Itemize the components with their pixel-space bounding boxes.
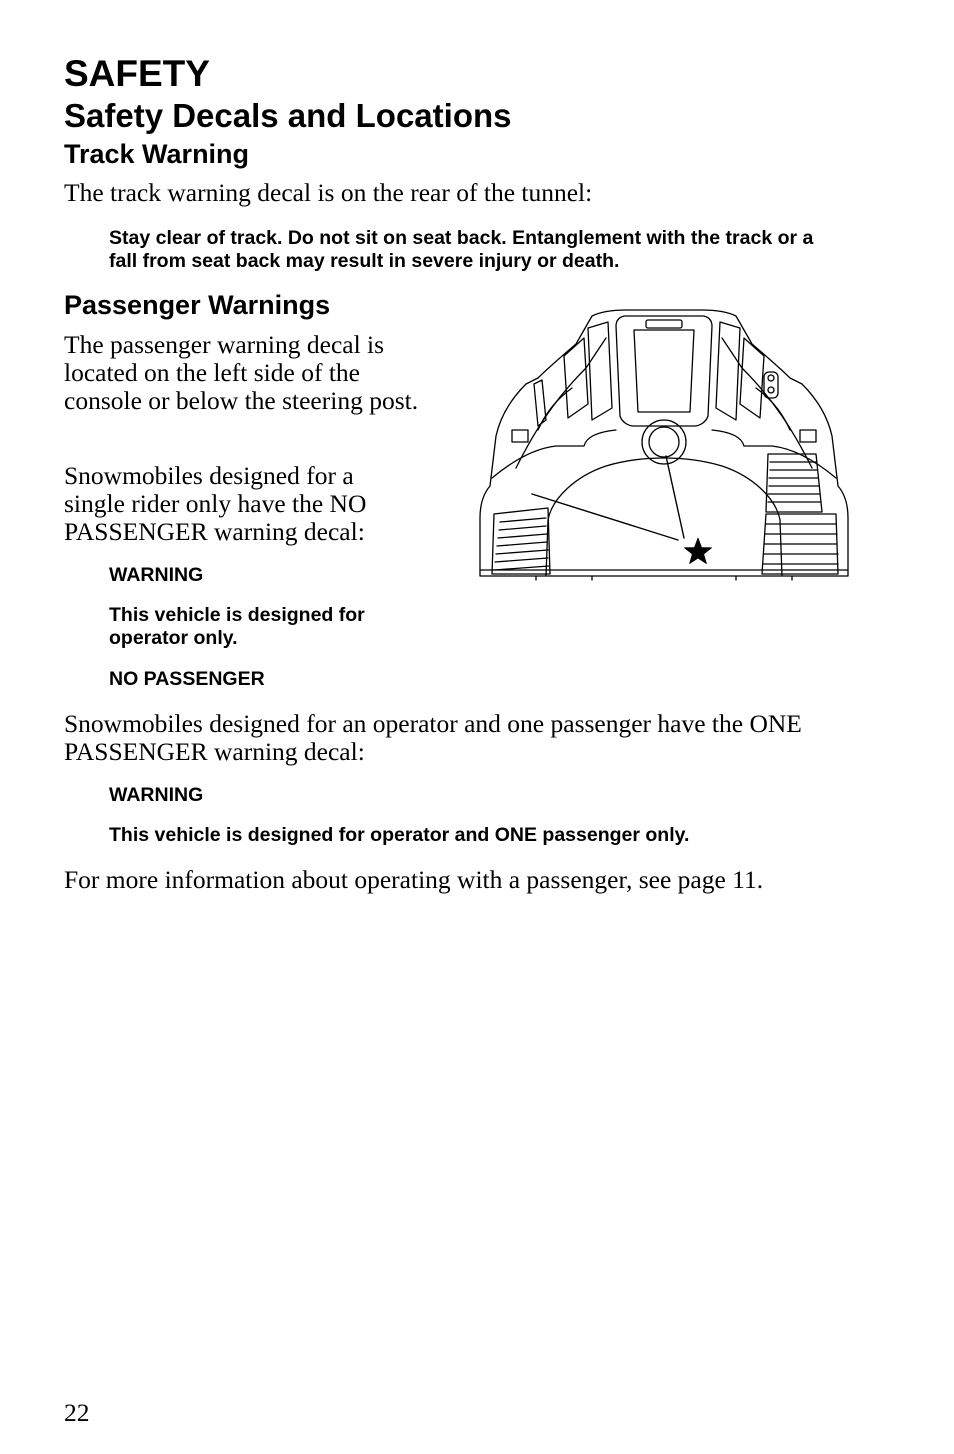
page-number: 22 <box>64 1398 90 1427</box>
instrument-panel <box>616 316 712 426</box>
console-illustration <box>476 308 852 582</box>
leader-line-post <box>666 456 684 538</box>
no-passenger-decal-label: WARNING <box>109 564 204 586</box>
passenger-location-text: The passenger warning decal is located on the left side of the console or below the steering post. <box>64 330 419 415</box>
right-footrest <box>762 454 838 574</box>
one-passenger-text: Snowmobiles designed for an operator and one passenger have the ONE PASSENGER warning decal: <box>64 709 802 766</box>
more-info-text: For more information about operating with a passenger, see page 11. <box>64 865 764 894</box>
star-icon <box>685 538 712 564</box>
no-passenger-decal-footer: NO PASSENGER <box>109 668 265 690</box>
single-rider-text: Snowmobiles designed for a single rider only have the NO PASSENGER warning decal: <box>64 461 367 546</box>
section-title: SAFETY <box>64 53 210 94</box>
one-passenger-decal-label: WARNING <box>109 784 204 806</box>
passenger-warnings-heading: Passenger Warnings <box>64 290 331 320</box>
no-passenger-decal-body: This vehicle is designed for operator only. <box>109 604 365 649</box>
track-warning-heading: Track Warning <box>64 139 250 169</box>
track-warning-decal-text: Stay clear of track. Do not sit on seat back. Entanglement with the track or a fall from seat back may result in severe injury or death. <box>109 227 814 272</box>
page-title: Safety Decals and Locations <box>64 97 512 134</box>
left-footrest <box>492 508 550 574</box>
track-warning-intro: The track warning decal is on the rear of the tunnel: <box>64 178 593 207</box>
one-passenger-decal-body: This vehicle is designed for operator and ONE passenger only. <box>109 824 690 846</box>
leader-line-left <box>532 494 678 540</box>
